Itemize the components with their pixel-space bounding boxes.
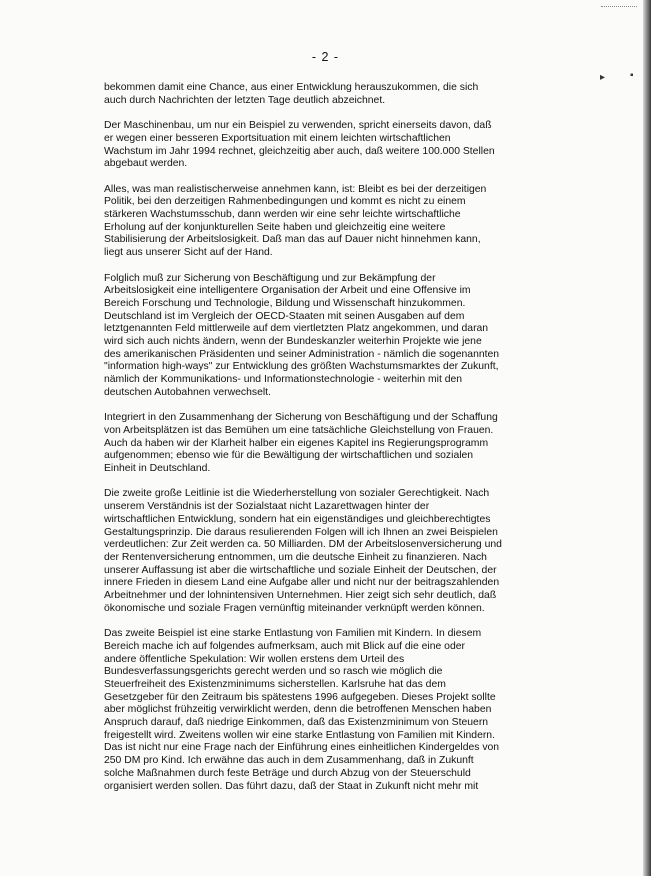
margin-mark-arrow: ▸ xyxy=(600,72,606,83)
scan-edge-shadow xyxy=(643,0,651,876)
paragraph-3: Alles, was man realistischerweise annehmen kann, ist: Bleibt es bei der derzeitigen Politik, bei den derzeitigen Rahmenbedingungen und kommt es nicht zu einem stärkeren Wachstumsschub, dann werden wir eine sehr leichte wirtschaftliche Erholung auf der konjunkturellen Seite haben und gleichzeitig eine weitere Stabilisierung der Arbeitslosigkeit. Daß man das auf Dauer nicht hinnehmen kann, liegt aus unserer Sicht auf der Hand. xyxy=(104,183,487,259)
page-number: - 2 - xyxy=(311,50,340,64)
scan-corner-mark xyxy=(601,6,637,11)
paragraph-5: Integriert in den Zusammenhang der Sicherung von Beschäftigung und der Schaffung von Arbeitsplätzen ist das Bemühen um eine tatsächliche Gleichstellung von Frauen. Auch da haben wir der Klarheit halber ein eigenes Kapitel ins Regierungsprogramm aufgenommen; ebenso wie für die Bewältigung der wirtschaftlichen und sozialen Einheit in Deutschland. xyxy=(104,412,498,475)
margin-mark-square: ▪ xyxy=(630,70,634,81)
paragraph-4: Folglich muß zur Sicherung von Beschäftigung und zur Bekämpfung der Arbeitslosigkeit eine intelligentere Organisation der Arbeit und eine Offensive im Bereich Forschung und Technologie, Bildung und Wissenschaft hinzukommen. Deutschland ist im Vergleich der OECD-Staaten mit seinen Ausgaben auf dem letztgenannten Feld mittlerweile auf dem viertletzten Platz angekommen, und daran wird sich auch nichts ändern, wenn der Bundeskanzler weiterhin Projekte wie jene des amerikanischen Präsidenten und seiner Administration - nämlich die sogenannten "information high-ways" zur Entwicklung des größten Wachstumsmarktes der Zukunft, nämlich der Kommunikations- und Informationstechnologie - weiterhin mit den deutschen Autobahnen verwechselt. xyxy=(104,272,500,398)
paragraph-1: bekommen damit eine Chance, aus einer Entwicklung herauszukommen, die sich auch durch Nachrichten der letzten Tage deutlich abzeichnet. xyxy=(104,82,479,106)
paragraph-7: Das zweite Beispiel ist eine starke Entlastung von Familien mit Kindern. In diesem Bereich mache ich auf folgendes aufmerksam, auch mit Blick auf die eine oder andere öffentliche Spekulation: Wir wollen erstens dem Urteil des Bundesverfassungsgerichts gerecht werden und so rasch wie möglich die Steuerfreiheit des Existenzminimums sicherstellen. Karlsruhe hat das dem Gesetzgeber für den Zeitraum bis spätestens 1996 aufgegeben. Dieses Projekt sollte aber möglichst frühzeitig verwirklicht werden, denn die betroffenen Menschen haben Anspruch darauf, daß niedrige Einkommen, daß das Existenzminimum von Steuern freigestellt wird. Zweitens wollen wir eine starke Entlastung von Familien mit Kindern. Das ist nicht nur eine Frage nach der Einführung eines einheitlichen Kindergeldes von 250 DM pro Kind. Ich erwähne das auch in dem Zusammenhang, daß in Zukunft solche Maßnahmen durch feste Beträge und durch Abzug von der Steuerschuld organisiert werden sollen. Das führt dazu, daß der Staat in Zukunft nicht mehr mit xyxy=(104,628,500,792)
paragraph-6: Die zweite große Leitlinie ist die Wiederherstellung von sozialer Gerechtigkeit. Nach unserem Verständnis ist der Sozialstaat nicht Lazarettwagen hinter der wirtschaftlichen Entwicklung, sondern hat ein eigenständiges und gleichberechtigtes Gestaltungsprinzip. Die daraus resulierenden Folgen will ich Ihnen an zwei Beispielen verdeutlichen: Zur Zeit werden ca. 50 Milliarden. DM der Arbeitslosenversicherung und der Rentenversicherung entnommen, um die deutsche Einheit zu finanzieren. Nach unserer Auffassung ist aber die wirtschaftliche und soziale Einheit der Deutschen, der innere Frieden in diesem Land eine Aufgabe aller und nicht nur der beitragszahlenden Arbeitnehmer und der lohnintensiven Unternehmen. Hier zeigt sich sehr deutlich, daß ökonomische und soziale Fragen vernünftig miteinander verknüpft werden können. xyxy=(104,488,502,614)
document-body xyxy=(104,82,514,806)
paragraph-2: Der Maschinenbau, um nur ein Beispiel zu verwenden, spricht einerseits davon, daß er wegen einer besseren Exportsituation mit einem leichten wirtschaftlichen Wachstum im Jahr 1994 rechnet, gleichzeitig aber auch, daß weitere 100.000 Stellen abgebaut werden. xyxy=(104,120,495,170)
